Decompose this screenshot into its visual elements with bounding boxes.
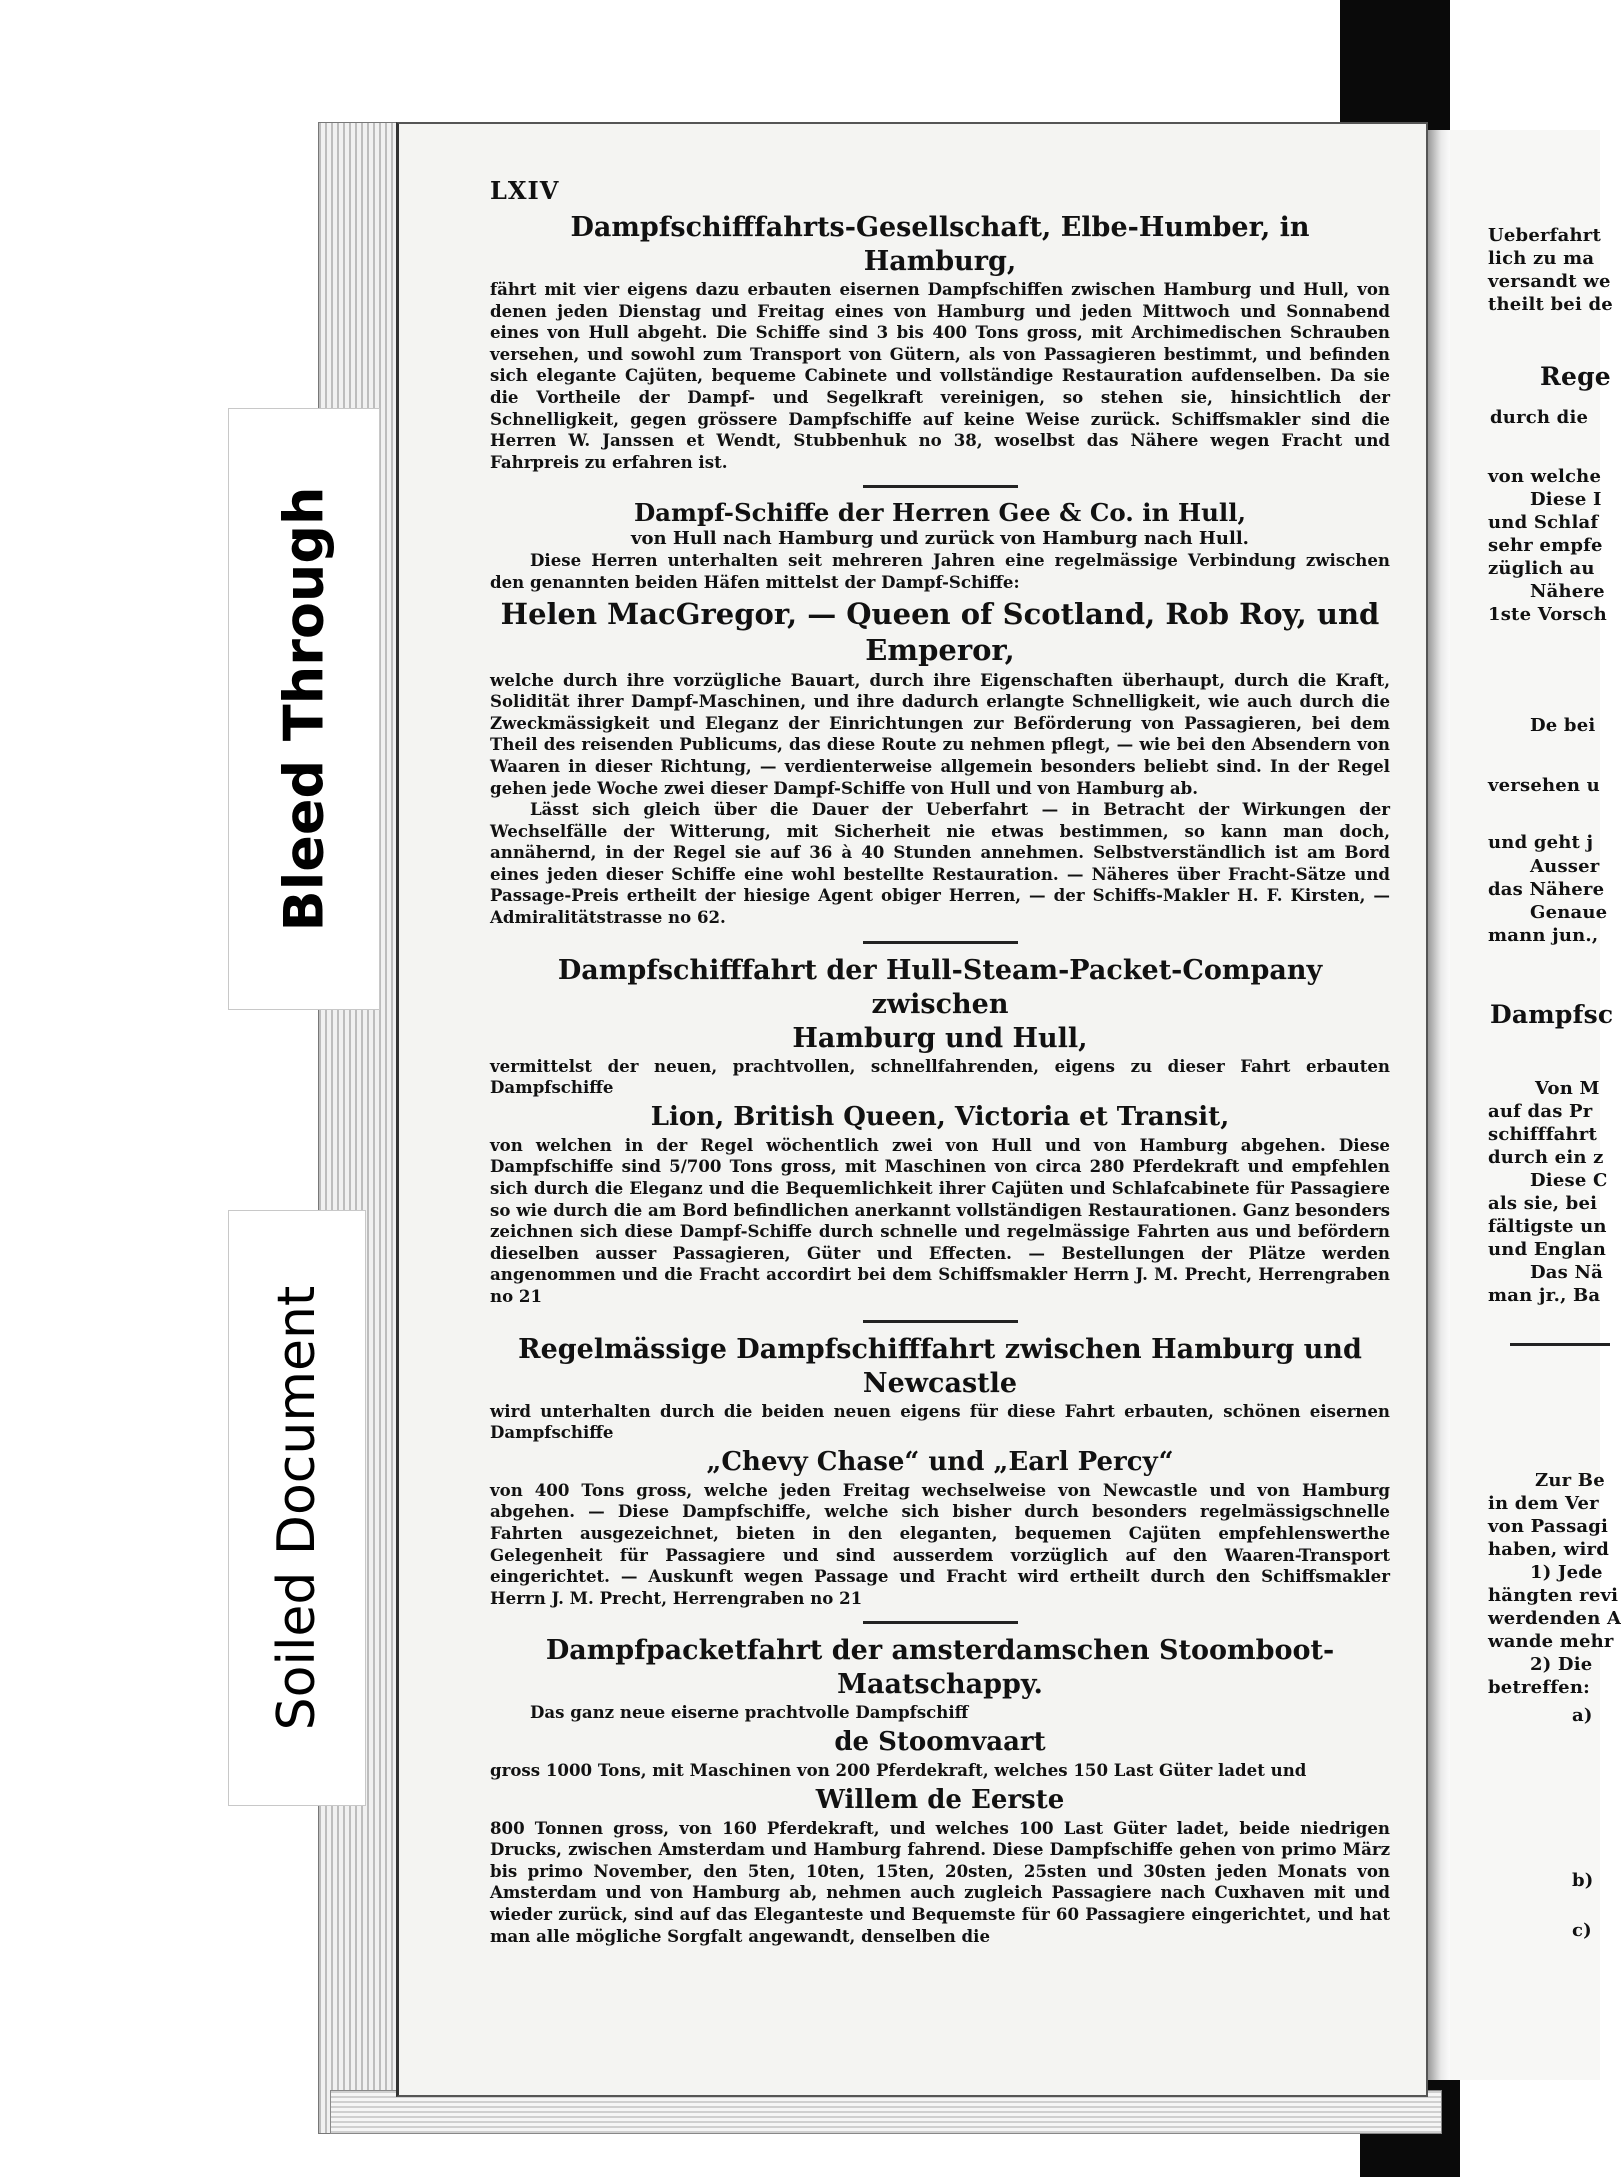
right-line: fältigste un [1488, 1216, 1607, 1237]
right-line: durch die [1490, 407, 1589, 428]
section-gee-co [490, 498, 1390, 928]
right-line: schifffahrt [1488, 1124, 1597, 1145]
right-line: Diese I [1530, 489, 1602, 510]
right-line: 1) Jede [1530, 1562, 1603, 1583]
section-title: Dampfschifffahrt der Hull-Steam-Packet-Company zwischen [557, 954, 1323, 1020]
right-line: 1ste Vorsch [1488, 604, 1607, 625]
ship-name: Willem de Eerste [815, 1784, 1065, 1815]
book-gutter [1428, 130, 1450, 2080]
right-line: Nähere [1530, 581, 1605, 602]
section-subtitle: von Hull nach Hamburg und zurück von Hamburg nach Hull. [631, 528, 1249, 550]
archive-strip-top [1340, 0, 1450, 140]
right-line: und Englan [1488, 1239, 1607, 1260]
bleed-through-label [228, 408, 380, 1010]
ship-names: „Chevy Chase“ und „Earl Percy“ [706, 1446, 1174, 1477]
right-line: versehen u [1488, 775, 1600, 796]
right-line: in dem Ver [1488, 1493, 1599, 1514]
section-intro: wird unterhalten durch die beiden neuen eigens für diese Fahrt erbauten, schönen eisernen Dampfschiffe [490, 1400, 1390, 1443]
right-heading: Rege [1540, 362, 1611, 391]
right-line: b) [1572, 1870, 1594, 1891]
right-line: auf das Pr [1488, 1101, 1593, 1122]
ship-names: Helen MacGregor, — Queen of Scotland, Rob Roy, und Emperor, [500, 596, 1380, 667]
right-line: mann jun., [1488, 925, 1599, 946]
right-line: das Nähere [1488, 879, 1605, 900]
section-title: Dampfpacketfahrt der amsterdamschen Stoomboot-Maatschappy. [545, 1635, 1335, 1701]
right-line: c) [1572, 1920, 1592, 1941]
page-content [490, 176, 1390, 1947]
right-line: durch ein z [1488, 1147, 1604, 1168]
right-line: Das Nä [1530, 1262, 1603, 1283]
page-number: LXIV [490, 176, 560, 205]
bleed-through-label-text: Bleed Through [272, 486, 336, 932]
section-elbe-humber [490, 211, 1390, 473]
right-line: betreffen: [1488, 1677, 1590, 1698]
right-line: Von M [1535, 1078, 1600, 1099]
right-line: Diese C [1530, 1170, 1608, 1191]
section-divider [863, 1621, 1018, 1624]
right-heading: Dampfsc [1490, 1000, 1614, 1029]
section-amsterdam [490, 1634, 1390, 1947]
right-line: De bei [1530, 715, 1596, 736]
section-paragraph: welche durch ihre vorzügliche Bauart, durch ihre Eigenschaften überhaupt, durch die Kraft, Solidität ihrer Dampf-Maschinen, und ihre dadurch erlangte Schnelligkeit, wie auch durch die Zweckmässigkeit und Eleganz der Einrichtungen zur Beförderung von Passagieren, bei dem Theil des reisenden Publicums, das diese Route zu nehmen pflegt, — wie bei den Absendern von Waaren in dieser Richtung, — verdienterweise allgemein besonders beliebt sind. In der Regel gehen jede Woche zwei dieser Dampf-Schiffe von Hull und von Hamburg ab. [490, 669, 1390, 798]
right-line: lich zu ma [1488, 248, 1595, 269]
right-line: man jr., Ba [1488, 1285, 1601, 1306]
right-line: Ausser [1530, 856, 1600, 877]
right-line: Genaue [1530, 902, 1608, 923]
section-line: gross 1000 Tons, mit Maschinen von 200 Pferdekraft, welches 150 Last Güter ladet und [490, 1759, 1307, 1780]
section-title: Dampfschifffahrts-Gesellschaft, Elbe-Humber, in Hamburg, [570, 212, 1310, 277]
right-divider [1510, 1343, 1610, 1346]
section-paragraph: fährt mit vier eigens dazu erbauten eisernen Dampfschiffen zwischen Hamburg und Hull, von denen jeden Dienstag und Freitag eines von Hamburg und jeden Mittwoch und Sonnabend eines von Hull abgeht. Die Schiffe sind 3 bis 400 Tons gross, mit Archimedischen Schrauben versehen, und sowohl zum Transport von Gütern, als von Passagieren bestimmt, und befinden sich elegante Cajüten, bequeme Cabinete und vollständige Restauration aufdenselben. Da sie die Vortheile der Dampf- und Segelkraft vereinigen, so stehen sie, hinsichtlich der Schnelligkeit, gegen grössere Dampfschiffe auf keine Weise zurück. Schiffsmakler sind die Herren W. Janssen et Wendt, Stubbenhuk no 38, woselbst das Nähere wegen Fracht und Fahrpreis zu erfahren ist. [490, 279, 1390, 472]
section-title: Regelmässige Dampfschifffahrt zwischen Hamburg und Newcastle [518, 1333, 1362, 1399]
right-line: a) [1572, 1705, 1593, 1726]
section-intro: Das ganz neue eiserne prachtvolle Dampfschiff [530, 1702, 969, 1723]
right-line: von Passagi [1488, 1516, 1609, 1537]
section-divider [863, 485, 1018, 488]
section-paragraph: 800 Tonnen gross, von 160 Pferdekraft, und welches 100 Last Güter ladet, beide niedrigen Drucks, zwischen Amsterdam und Hamburg fahrend. Diese Dampfschiffe gehen von primo März bis primo November, den 5ten, 10ten, 15ten, 20sten, 25sten und 30sten jeden Monats von Amsterdam und von Hamburg ab, nehmen auch zugleich Passagiere nach Cuxhaven mit und wieder zurück, sind auf das Eleganteste und Bequemste für 60 Passagiere eingerichtet, und hat man alle mögliche Sorgfalt angewandt, denselben die [490, 1817, 1390, 1946]
section-paragraph: Lässt sich gleich über die Dauer der Ueberfahrt — in Betracht der Wirkungen der Wechselfälle der Witterung, mit Sicherheit nie etwas bestimmen, so kann man doch, annähernd, in der Regel sie auf 36 à 40 Stunden annehmen. Selbstverständlich ist am Bord eines jeden dieser Schiffe eine wohl bestellte Restauration. — Näheres über Fracht-Sätze und Passage-Preis ertheilt der hiesige Agent obiger Herren, — der Schiffs-Makler H. F. Kirsten, — Admiralitätstrasse no 62. [490, 799, 1390, 928]
section-divider [863, 941, 1018, 944]
ship-names: Lion, British Queen, Victoria et Transit, [650, 1101, 1230, 1132]
right-page-fragment [1450, 130, 1621, 2080]
section-paragraph: von welchen in der Regel wöchentlich zwei von Hull und von Hamburg abgehen. Diese Dampfschiffe sind 5/700 Tons gross, mit Maschinen von circa 280 Pferdekraft und empfehlen sich durch die Eleganz und die Bequemlichkeit ihrer Cajüten und Schlafcabinete für Passagiere so wie durch die am Bord befindlichen anerkannt vollständigen Restaurationen. Ganz besonders zeichnen sich diese Dampf-Schiffe durch schnelle und regelmässige Fahrten aus und befördern dieselben ausser Passagieren, Güter und Effecten. — Bestellungen der Plätze werden angenommen und die Fracht accordirt bei dem Schiffsmakler Herrn J. M. Precht, Herrengraben no 21 [490, 1134, 1390, 1306]
right-line: hängten revi [1488, 1585, 1619, 1606]
right-line: von welche [1488, 466, 1602, 487]
right-line: Ueberfahrt [1488, 225, 1601, 246]
right-line: haben, wird [1488, 1539, 1610, 1560]
section-hull-steam-packet [490, 954, 1390, 1308]
right-line: als sie, bei [1488, 1193, 1598, 1214]
soiled-document-label-text: Soiled Document [267, 1285, 327, 1731]
section-divider [863, 1320, 1018, 1323]
soiled-document-label [228, 1210, 366, 1806]
right-line: werdenden A [1488, 1608, 1621, 1629]
right-line: sehr empfe [1488, 535, 1603, 556]
right-line: theilt bei de [1488, 294, 1613, 315]
ship-name: de Stoomvaart [834, 1726, 1046, 1757]
section-intro: vermittelst der neuen, prachtvollen, schnellfahrenden, eigens zu dieser Fahrt erbauten Dampfschiffe [490, 1055, 1390, 1098]
section-title-line-2: Hamburg und Hull, [792, 1022, 1088, 1054]
right-line: züglich au [1488, 558, 1595, 579]
right-line: Zur Be [1535, 1470, 1605, 1491]
right-line: 2) Die [1530, 1654, 1593, 1675]
right-line: wande mehr [1488, 1631, 1614, 1652]
right-line: und Schlaf [1488, 512, 1599, 533]
section-intro: Diese Herren unterhalten seit mehreren Jahren eine regelmässige Verbindung zwischen den genannten beiden Häfen mittelst der Dampf-Schiffe: [490, 550, 1390, 592]
right-line: und geht j [1488, 832, 1594, 853]
section-title: Dampf-Schiffe der Herren Gee & Co. in Hull, [633, 498, 1247, 528]
section-newcastle [490, 1333, 1390, 1610]
right-line: versandt we [1488, 271, 1611, 292]
section-paragraph: von 400 Tons gross, welche jeden Freitag wechselweise von Newcastle und von Hamburg abgehen. — Diese Dampfschiffe, welche sich bisher durch besonders regelmässigschnelle Fahrten ausgezeichnet, bieten in den eleganten, bequemen Cajüten empfehlenswerthe Gelegenheit für Passagiere und sind ausserdem vorzüglich auf den Waaren-Transport eingerichtet. — Auskunft wegen Passage und Fracht wird ertheilt durch den Schiffsmakler Herrn J. M. Precht, Herrengraben no 21 [490, 1479, 1390, 1608]
